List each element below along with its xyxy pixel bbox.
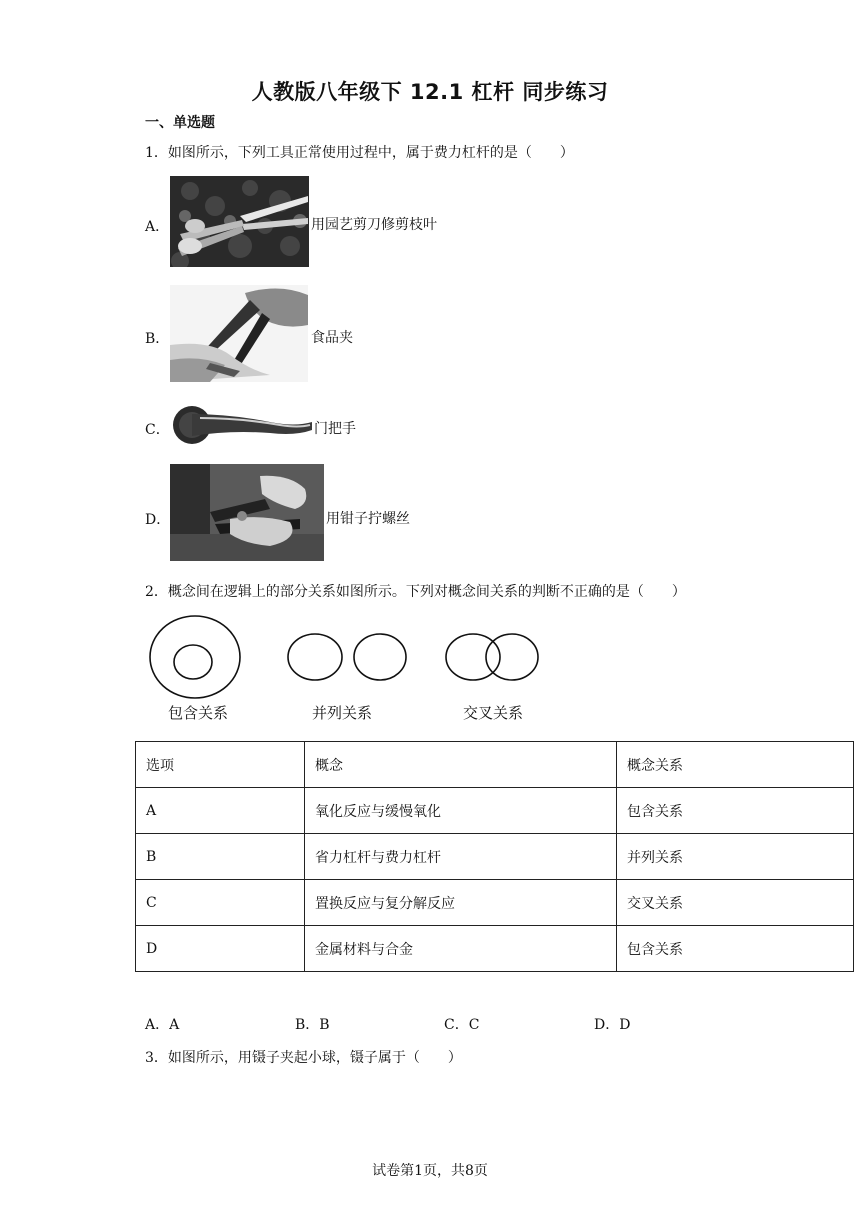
- food-tongs-image: [170, 285, 308, 382]
- table-header-cell: 概念关系: [617, 742, 854, 788]
- table-cell: 置换反应与复分解反应: [305, 880, 617, 926]
- table-row: [136, 926, 854, 972]
- q1-option-c-letter: C．: [145, 422, 170, 438]
- table-row: [136, 788, 854, 834]
- table-cell: 金属材料与合金: [305, 926, 617, 972]
- q1-option-d-text: 用钳子拧螺丝: [326, 511, 410, 527]
- table-cell: C: [136, 880, 305, 926]
- table-row: [136, 880, 854, 926]
- question-1-stem: 1．如图所示，下列工具正常使用过程中，属于费力杠杆的是（ ）: [145, 145, 574, 161]
- venn-label-contain: 包含关系: [168, 704, 229, 722]
- page-footer: 试卷第1页，共8页: [372, 1163, 488, 1179]
- question-2-stem: 2．概念间在逻辑上的部分关系如图所示。下列对概念间关系的判断不正确的是（ ）: [145, 584, 686, 600]
- table-cell: 包含关系: [617, 926, 854, 972]
- table-cell: D: [136, 926, 305, 972]
- venn-outer-circle: [150, 616, 240, 698]
- table-header-cell: 选项: [136, 742, 305, 788]
- section-heading: 一、单选题: [145, 115, 215, 131]
- door-handle-image: [170, 400, 312, 450]
- page-title: 人教版八年级下 12.1 杠杆 同步练习: [251, 80, 609, 104]
- venn-label-parallel: 并列关系: [312, 704, 373, 722]
- q2-answer-c: C．C: [444, 1017, 480, 1033]
- table-cell: B: [136, 834, 305, 880]
- table-cell: 包含关系: [617, 788, 854, 834]
- venn-cross-right: [486, 634, 538, 680]
- garden-shears-image: [170, 176, 309, 267]
- table-header-row: [136, 742, 854, 788]
- q1-option-b-text: 食品夹: [311, 330, 353, 346]
- venn-parallel-left: [288, 634, 342, 680]
- table-cell: 氧化反应与缓慢氧化: [305, 788, 617, 834]
- table-cell: A: [136, 788, 305, 834]
- concept-table: [135, 741, 854, 972]
- venn-label-cross: 交叉关系: [463, 704, 524, 722]
- q1-option-d-letter: D．: [145, 512, 171, 528]
- q1-option-a-letter: A．: [145, 219, 170, 235]
- q2-answer-b: B．B: [295, 1017, 330, 1033]
- q1-option-a-text: 用园艺剪刀修剪枝叶: [311, 217, 437, 233]
- table-row: [136, 834, 854, 880]
- table-cell: 省力杠杆与费力杠杆: [305, 834, 617, 880]
- pliers-image: [170, 464, 324, 561]
- table-cell: 并列关系: [617, 834, 854, 880]
- venn-cross-left: [446, 634, 500, 680]
- table-cell: 交叉关系: [617, 880, 854, 926]
- q2-answer-d: D．D: [594, 1017, 631, 1033]
- q1-option-b-letter: B．: [145, 331, 170, 347]
- q1-option-c-text: 门把手: [314, 421, 356, 437]
- question-3-stem: 3．如图所示，用镊子夹起小球，镊子属于（ ）: [145, 1050, 462, 1066]
- venn-parallel-right: [354, 634, 406, 680]
- q2-answer-a: A．A: [145, 1017, 180, 1033]
- venn-inner-circle: [174, 645, 212, 679]
- table-header-cell: 概念: [305, 742, 617, 788]
